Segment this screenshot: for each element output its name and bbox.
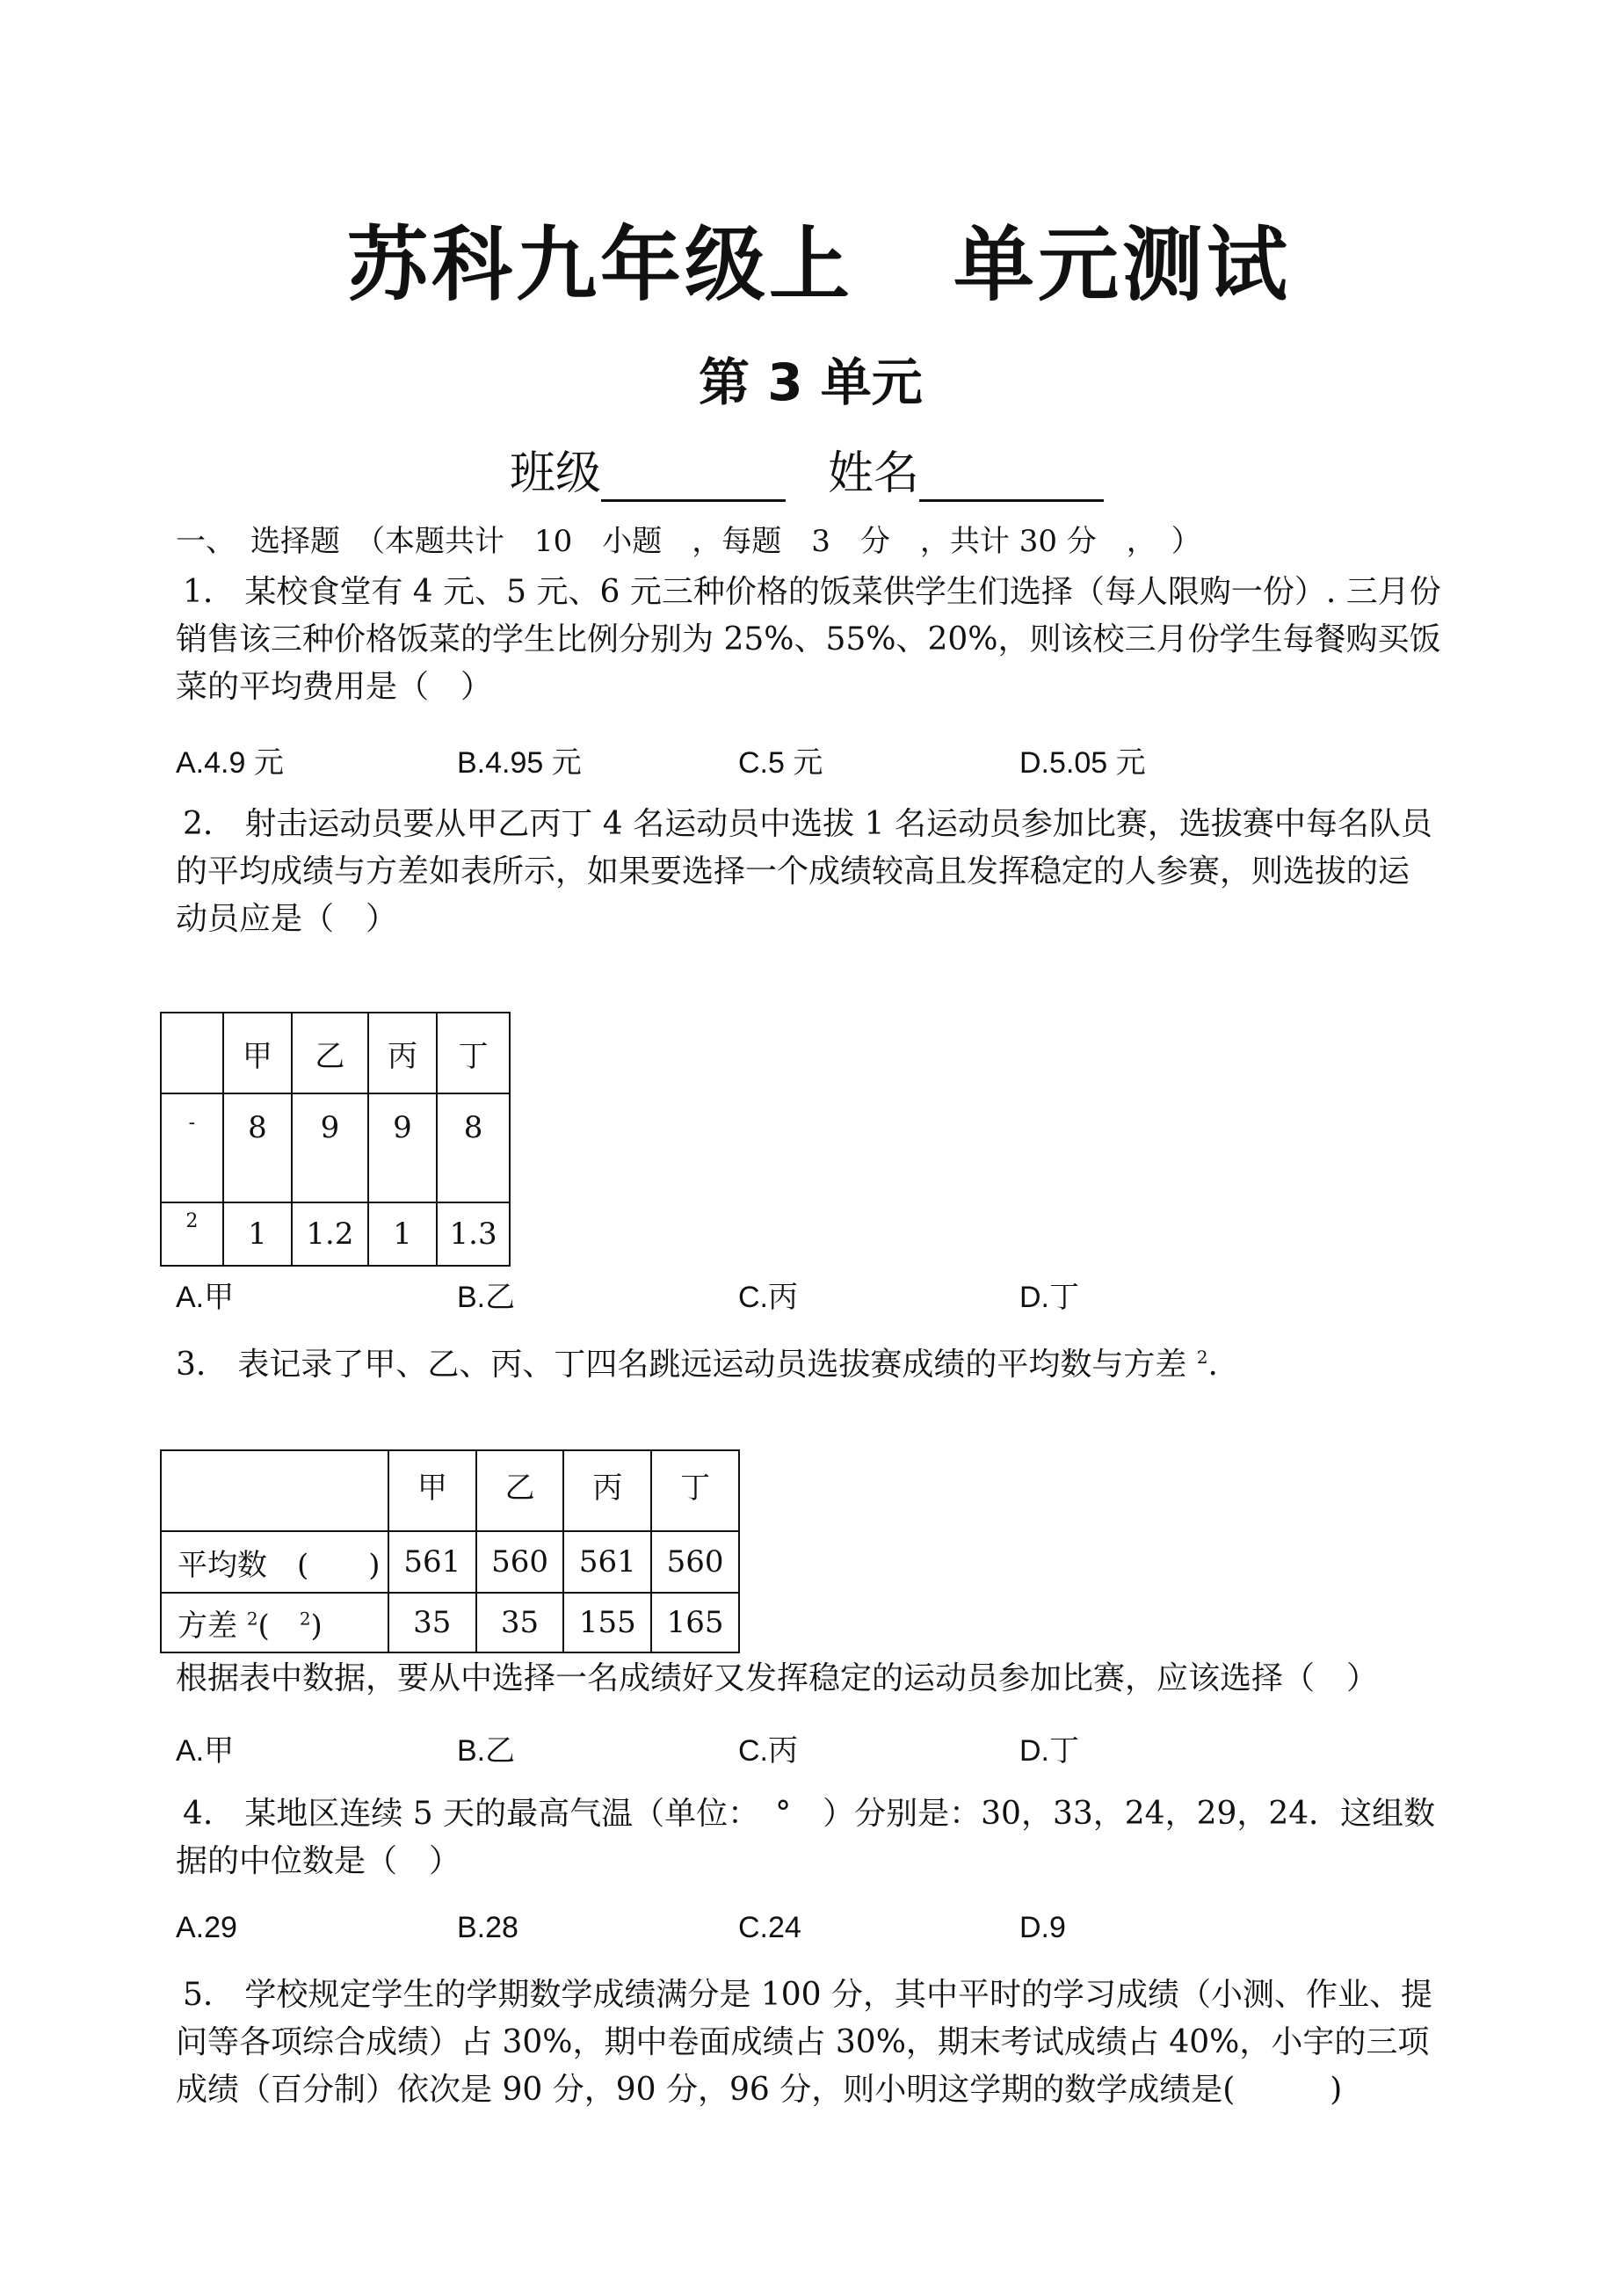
q5-line-1: 5. 学校规定学生的学期数学成绩满分是 100 分，其中平时的学习成绩（小测、作业、提	[183, 1977, 1432, 2013]
q2-table-cell: 甲	[223, 1013, 292, 1093]
class-blank	[601, 457, 786, 502]
q2-option-d: D.丁	[1019, 1281, 1079, 1314]
q3-end: .	[1207, 1347, 1218, 1383]
page-title-right: 单元测试	[953, 218, 1292, 312]
q4-line-1: 4. 某地区连续 5 天的最高气温（单位： ° ）分别是：30，33，24，29，24．这组数	[183, 1796, 1436, 1832]
q1-option-c: C.5 元	[738, 746, 823, 780]
q3-table-row-mean	[161, 1531, 739, 1593]
q3-sup: 2	[1196, 1347, 1208, 1368]
q3-option-c: C.丙	[738, 1734, 798, 1768]
q3-table-cell: 35	[476, 1593, 564, 1652]
q3-table-cell: 155	[563, 1593, 651, 1652]
section-heading: 一、 选择题 （本题共计 10 小题 ，每题 3 分 ，共计 30 分 ， ）	[176, 524, 1201, 559]
q2-option-b: B.乙	[457, 1281, 516, 1314]
q3-table-cell	[161, 1450, 388, 1531]
q1-line-1: 1. 某校食堂有 4 元、5 元、6 元三种价格的饭菜供学生们选择（每人限购一份）. 三月份	[183, 574, 1441, 610]
q1-line-2: 销售该三种价格饭菜的学生比例分别为 25%、55%、20%，则该校三月份学生每餐购买饭	[176, 621, 1441, 657]
unit-subtitle: 第 3 单元	[699, 352, 923, 412]
q3-table-cell: 丙	[563, 1450, 651, 1531]
q3-unit-open: (	[257, 1608, 270, 1644]
q4-line-2: 据的中位数是（ ）	[176, 1843, 461, 1879]
q2-option-c: C.丙	[738, 1281, 798, 1314]
q3-table-cell: 560	[476, 1531, 564, 1593]
q3-text: 3. 表记录了甲、乙、丙、丁四名跳远运动员选拔赛成绩的平均数与方差	[176, 1347, 1187, 1383]
q4-option-b: B.28	[457, 1911, 518, 1944]
name-label: 姓名	[828, 447, 920, 500]
q2-table-cell: 8	[223, 1093, 292, 1202]
q3-table-cell: 561	[388, 1531, 476, 1593]
class-label: 班级	[510, 447, 602, 500]
q3-table-row-label: 平均数 ( )	[161, 1531, 388, 1593]
q3-table-cell: 乙	[476, 1450, 564, 1531]
q3-table	[160, 1449, 740, 1653]
q2-line-1: 2. 射击运动员要从甲乙丙丁 4 名运动员中选拔 1 名运动员参加比赛，选拔赛中每名队员	[183, 806, 1432, 842]
q4-option-a: A.29	[176, 1911, 237, 1944]
q3-table-row-variance	[161, 1593, 739, 1652]
q3-line	[176, 1340, 1218, 1383]
q3-unit-close: )	[310, 1608, 323, 1644]
page-title-left: 苏科九年级上	[347, 218, 854, 312]
q2-table-row-mean	[161, 1093, 510, 1202]
q5-line-2: 问等各项综合成绩）占 30%，期中卷面成绩占 30%，期末考试成绩占 40%，小宇的三项	[176, 2024, 1430, 2060]
q3-variance-sup: 2	[246, 1608, 258, 1630]
q2-line-2: 的平均成绩与方差如表所示，如果要选择一个成绩较高且发挥稳定的人参赛，则选拔的运	[176, 853, 1410, 890]
q4-option-d: D.9	[1019, 1911, 1066, 1944]
q2-table-cell: 丙	[368, 1013, 437, 1093]
q3-after: 根据表中数据，要从中选择一名成绩好又发挥稳定的运动员参加比赛，应该选择（ ）	[176, 1660, 1379, 1696]
q2-table	[160, 1012, 511, 1267]
q3-option-b: B.乙	[457, 1734, 516, 1768]
q1-option-a: A.4.9 元	[176, 746, 284, 780]
q2-table-cell: -	[161, 1093, 223, 1202]
q2-option-a: A.甲	[176, 1281, 235, 1314]
q1-option-d: D.5.05 元	[1019, 746, 1146, 780]
q3-table-cell: 35	[388, 1593, 476, 1652]
q3-table-header-row	[161, 1450, 739, 1531]
q3-option-d: D.丁	[1019, 1734, 1079, 1768]
q2-table-cell: 9	[368, 1093, 437, 1202]
q4-option-c: C.24	[738, 1911, 801, 1944]
q3-option-a: A.甲	[176, 1734, 235, 1768]
q2-table-cell: 8	[437, 1093, 510, 1202]
q3-table-row-label	[161, 1593, 388, 1652]
q5-line-3: 成绩（百分制）依次是 90 分，90 分，96 分，则小明这学期的数学成绩是( )	[176, 2072, 1343, 2108]
q3-table-cell: 丁	[651, 1450, 739, 1531]
q2-table-row-variance	[161, 1202, 510, 1266]
q1-option-b: B.4.95 元	[457, 746, 582, 780]
q1-line-3: 菜的平均费用是（ ）	[176, 669, 493, 705]
q2-table-cell: 1	[223, 1202, 292, 1266]
q2-table-cell: 1.3	[437, 1202, 510, 1266]
q2-table-cell: 1	[368, 1202, 437, 1266]
q2-table-cell: 丁	[437, 1013, 510, 1093]
name-blank	[919, 457, 1104, 502]
q2-table-cell	[161, 1013, 223, 1093]
student-info-line	[510, 436, 1146, 502]
q3-table-cell: 165	[651, 1593, 739, 1652]
q2-line-3: 动员应是（ ）	[176, 901, 398, 937]
q2-table-cell: 乙	[292, 1013, 368, 1093]
q3-variance-label: 方差	[178, 1608, 237, 1644]
q2-table-cell: 2	[161, 1202, 223, 1266]
q3-table-cell: 甲	[388, 1450, 476, 1531]
q2-table-header-row	[161, 1013, 510, 1093]
q2-table-cell: 1.2	[292, 1202, 368, 1266]
q2-table-cell: 9	[292, 1093, 368, 1202]
q3-table-cell: 560	[651, 1531, 739, 1593]
q3-unit-sup: 2	[299, 1608, 311, 1630]
q3-table-cell: 561	[563, 1531, 651, 1593]
